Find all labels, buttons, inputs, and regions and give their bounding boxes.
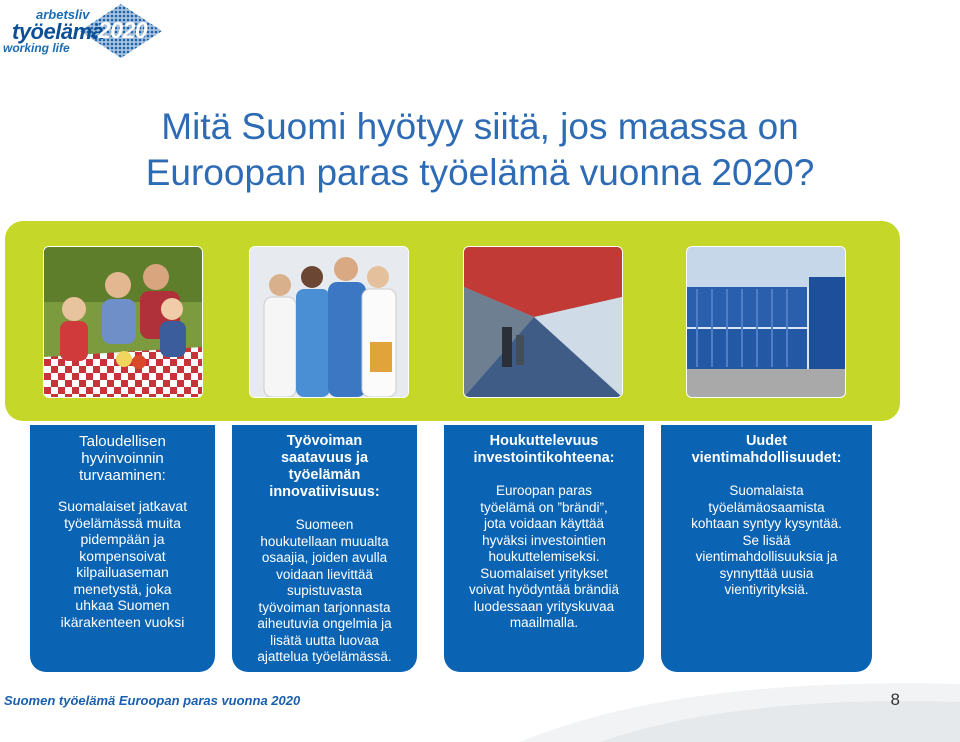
photo-train-station <box>463 246 623 398</box>
logo-line-working-life: working life <box>3 41 70 55</box>
footer-text: Suomen työelämä Euroopan paras vuonna 2020 <box>4 693 301 708</box>
card-heading: Uudet vientimahdollisuudet: <box>691 433 842 466</box>
photo-shipping-containers <box>686 246 846 398</box>
photo-medical-staff <box>249 246 409 398</box>
card-heading: Houkuttelevuus investointikohteena: <box>473 433 615 466</box>
page-title <box>40 104 920 196</box>
logo-line-tyoelama: työelämä <box>12 19 104 44</box>
card-economic-wellbeing <box>30 425 215 672</box>
card-workforce-innovation <box>232 425 417 672</box>
card-body: Euroopan paras työelämä on ”brändi”, jota voidaan käyttää hyväksi investointien houkuttelemiseksi. Suomalaiset yritykset voivat hyödyntää brändiä luodessaan yrityskuvaa maailmalla. <box>468 483 620 630</box>
card-export-opportunities <box>661 425 872 672</box>
card-body: Suomalaiset jatkavat työelämässä muita pidempään ja kompensoivat kilpailuaseman menetystä, joka uhkaa Suomen ikärakenteen vuoksi <box>57 498 188 630</box>
title-line-1: Mitä Suomi hyötyy siitä, jos maassa on <box>161 106 799 147</box>
title-line-2: Euroopan paras työelämä vuonna 2020? <box>145 152 815 193</box>
card-body: Suomalaista työelämäosaamista kohtaan syntyy kysyntää. Se lisää vientimahdollisuuksia ja synnyttää uusia vientiyrityksiä. <box>691 483 842 597</box>
logo-line-arbetsliv: arbetsliv <box>36 7 90 22</box>
card-body: Suomeen houkutellaan muualta osaajia, joiden avulla voidaan lievittää supistuvasta työvoiman tarjonnasta aiheutuvia ongelmia ja lisätä uutta luovaa ajattelua työelämässä. <box>257 517 392 664</box>
card-heading: Työvoiman saatavuus ja työelämän innovatiivisuus: <box>269 433 380 500</box>
page-number: 8 <box>890 690 900 709</box>
logo <box>0 0 165 62</box>
card-investment-attractiveness <box>444 425 644 672</box>
card-heading: Taloudellisen hyvinvoinnin turvaaminen: <box>79 433 166 484</box>
logo-year: 2020 <box>98 17 148 43</box>
photo-family-picnic <box>43 246 203 398</box>
